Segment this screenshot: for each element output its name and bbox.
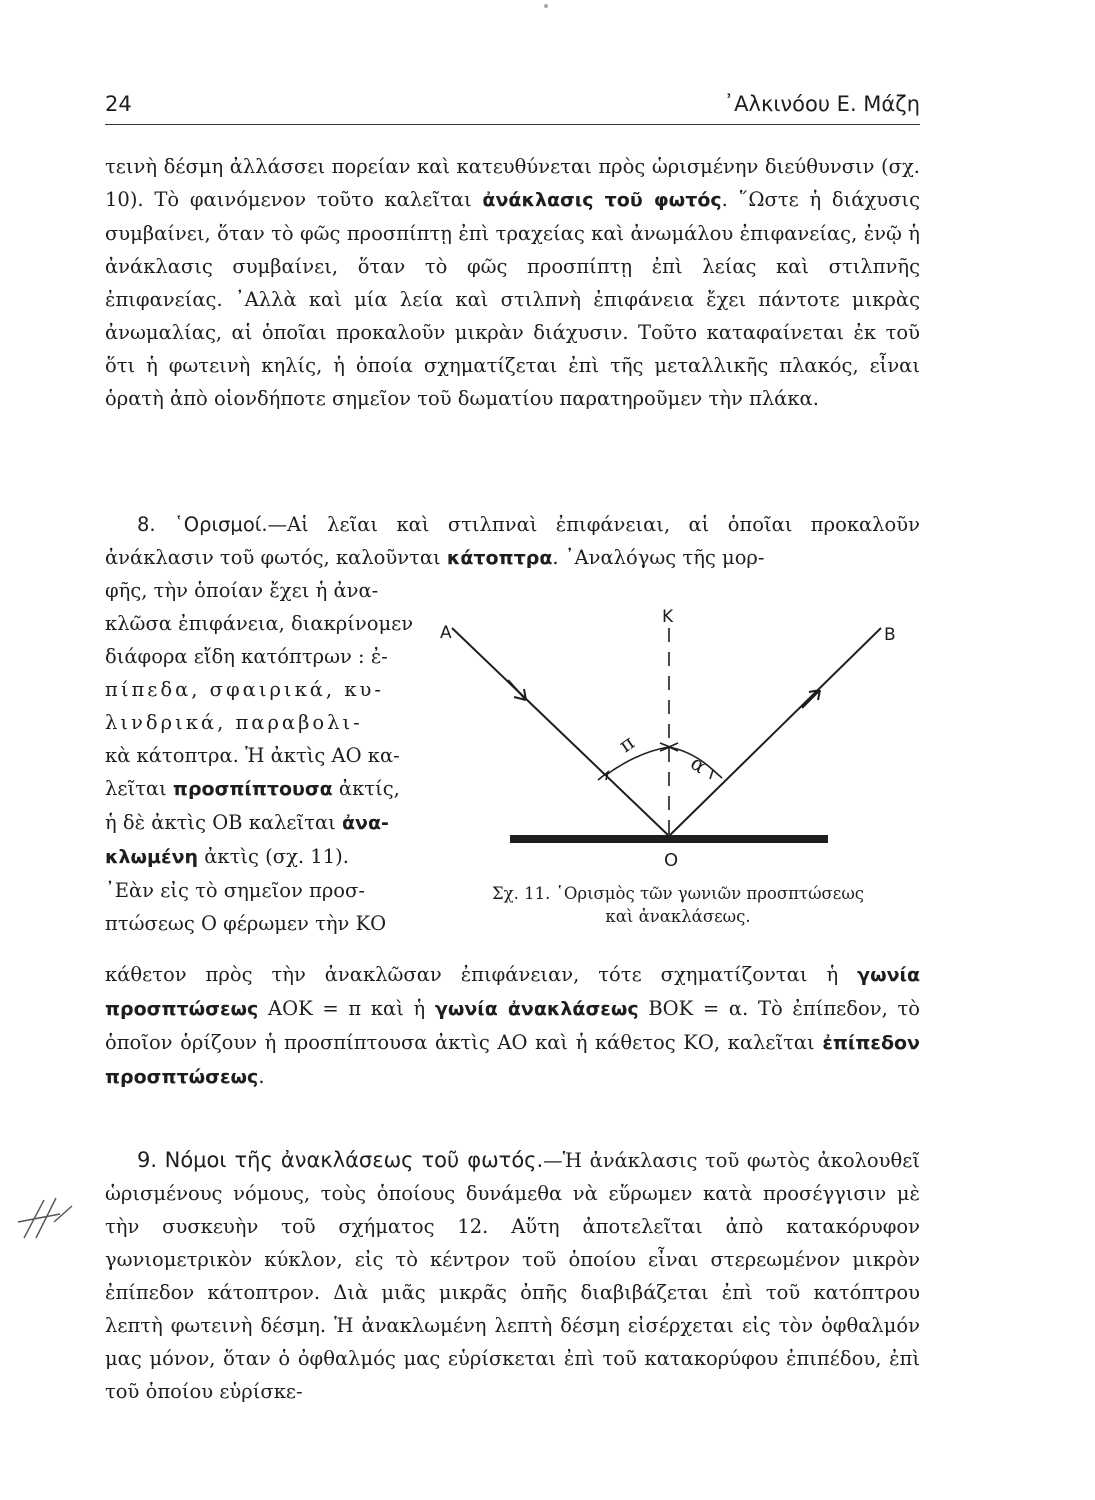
text-run: κάθετον πρὸς τὴν ἀνακλῶσαν ἐπιφάνειαν, τότε σχηματίζονται ἡ — [105, 963, 858, 986]
label-o: Ο — [664, 850, 679, 871]
text-run: ΑΟΚ = π καὶ ἡ — [258, 997, 435, 1020]
wrap-line: φῆς, τὴν ὁποίαν ἔχει ἡ ἀνα- — [105, 579, 379, 602]
wrap-line: ᾿Εὰν εἰς τὸ σημεῖον προσ- — [105, 879, 365, 902]
section-9-paragraph — [105, 1144, 920, 1408]
term-angle-of-reflection: γωνία ἀνακλάσεως — [434, 998, 639, 1020]
wrap-line: πτώσεως Ο φέρωμεν τὴν ΚΟ — [105, 912, 387, 935]
text-run: . — [258, 1065, 265, 1088]
label-pi: π — [614, 730, 639, 758]
text-run: ἀκτίς, — [332, 777, 400, 800]
label-a: Α — [440, 623, 452, 643]
term-plane-of-incidence: ἐπίπεδον προσπτώσεως — [105, 1032, 920, 1088]
text-run: —Ἡ ἀνάκλασις τοῦ φωτὸς ἀκολουθεῖ ὡρισμένους νόμους, τοὺς ὁποίους δυνάμεθα νὰ εὕρωμεν κατὰ προσέγγισιν μὲ τὴν συσκευὴν τοῦ σχήματος 12. Αὕτη ἀποτελεῖται ἀπὸ κατακόρυφον γωνιομετρικὸν κύκλον, εἰς τὸ κέντρον τοῦ ὁποίου εἶναι στερεωμένον μικρὸν ἐπίπεδον κάτοπτρον. Διὰ μιᾶς μικρᾶς ὀπῆς διαβιβάζεται ἐπὶ τοῦ κατόπτρου λεπτὴ φωτεινὴ δέσμη. Ἡ ἀνακλωμένη λεπτὴ δέσμη εἰσέρχεται εἰς τὸν ὀφθαλμόν μας μόνον, ὅταν ὁ ὀφθαλμός μας εὑρίσκεται ἐπὶ τοῦ κατακορύφου ἐπιπέδου, ἐπὶ τοῦ ὁποίου εὑρίσκε- — [105, 1149, 920, 1403]
term-mirrors: κάτοπτρα — [446, 547, 553, 569]
page-header — [105, 92, 920, 125]
wrap-line: διάφορα εἴδη κατόπτρων : ἐ- — [105, 645, 388, 668]
wrap-line: πίπεδα, σφαιρικά, κυ- — [105, 678, 384, 701]
section-8-number: 8. — [137, 513, 156, 536]
angle-pi-arc — [606, 747, 669, 775]
handwritten-margin-mark-icon — [14, 1192, 84, 1246]
text-run: ἡ δὲ ἀκτὶς ΟΒ καλεῖται — [105, 811, 342, 834]
wrap-line: λινδρικά, παραβολι- — [105, 711, 363, 734]
label-b: Β — [884, 625, 896, 645]
term-reflected-part-2: κλωμένη — [105, 846, 199, 868]
text-run: ἀκτὶς (σχ. 11). — [198, 845, 349, 868]
term-angle-of-incidence: γωνία προσπτώσεως — [105, 964, 920, 1020]
paragraph-reflection-intro — [105, 150, 920, 415]
term-reflected-part-1: ἀνα- — [341, 812, 389, 834]
label-k: Κ — [662, 607, 674, 627]
arc-arrow-icon — [669, 743, 678, 751]
term-reflection-of-light: ἀνάκλασις τοῦ φωτός — [482, 189, 722, 211]
section-8-continuation — [105, 958, 920, 1094]
wrap-line — [105, 840, 422, 874]
wrap-line: κλῶσα ἐπιφάνεια, διακρίνομεν — [105, 612, 414, 635]
section-8-heading-paragraph — [105, 508, 920, 575]
incident-ray-ao — [452, 628, 669, 836]
label-alpha: α — [686, 750, 712, 779]
ink-dot — [544, 4, 548, 8]
caption-line-1: Σχ. 11. ῾Ορισμὸς τῶν γωνιῶν προσπτώσεως — [491, 884, 865, 903]
text-run: . ᾿Αναλόγως τῆς μορ- — [552, 546, 765, 569]
section-9-title: Νόμοι τῆς ἀνακλάσεως τοῦ φωτός. — [164, 1148, 544, 1172]
wrap-line: κὰ κάτοπτρα. Ἡ ἀκτὶς ΑΟ κα- — [105, 744, 400, 767]
section-8-wrapped-column — [105, 574, 422, 940]
mirror-surface — [510, 835, 828, 843]
text-run: λεῖται — [105, 777, 173, 800]
term-incident-ray: προσπίπτουσα — [172, 778, 333, 800]
wrap-line-incident-ray — [105, 772, 422, 806]
caption-line-2: καὶ ἀνακλάσεως. — [605, 907, 751, 926]
reflection-diagram-svg — [438, 600, 920, 880]
section-8-title: ῾Ορισμοί. — [173, 513, 268, 536]
text-run: ΒΟΚ = α. Τὸ ἐπίπεδον, τὸ ὁποῖον ὁρίζουν ἡ προσπίπτουσα ἀκτὶς ΑΟ καὶ ἡ κάθετος ΚΟ, καλεῖται — [105, 997, 920, 1054]
running-head: ᾿Αλκινόου Ε. Μάζη — [723, 92, 920, 116]
text-run: τεινὴ δέσμη ἀλλάσσει πορείαν καὶ κατευθύνεται πρὸς ὡρισμένην διεύθυνσιν (σχ. 10). Τὸ φαινόμενον τοῦτο καλεῖται — [105, 155, 920, 211]
reflected-ray-ob — [669, 628, 881, 836]
page-number: 24 — [105, 92, 132, 116]
wrap-line-reflected-ray — [105, 806, 422, 840]
arc-arrow-icon — [710, 770, 722, 779]
section-9-number: 9. — [137, 1148, 158, 1172]
incident-arrow-icon — [508, 680, 526, 700]
figure-11-caption — [443, 882, 913, 928]
text-run: . ῞Ωστε ἡ διάχυσις συμβαίνει, ὅταν τὸ φῶς προσπίπτῃ ἐπὶ τραχείας καὶ ἀνωμάλου ἐπιφανείας, ἐνῷ ἡ ἀνάκλασις συμβαίνει, ὅταν τὸ φῶς προσπίπτῃ ἐπὶ λείας καὶ στιλπνῆς ἐπιφανείας. ᾿Αλλὰ καὶ μία λεία καὶ στιλπνὴ ἐπιφάνεια ἔχει πάντοτε μικρὰς ἀνωμαλίας, αἱ ὁποῖαι προκαλοῦν μικρὰν διάχυσιν. Τοῦτο καταφαίνεται ἐκ τοῦ ὅτι ἡ φωτεινὴ κηλίς, ἡ ὁποία σχηματίζεται ἐπὶ τῆς μεταλλικῆς πλακός, εἶναι ὁρατὴ ἀπὸ οἱονδήποτε σημεῖον τοῦ δωματίου παρατηροῦμεν τὴν πλάκα. — [105, 188, 920, 410]
reflected-arrow-icon — [802, 690, 820, 708]
text-run: —Αἱ λεῖαι καὶ στιλπναὶ ἐπιφάνειαι, αἱ ὁποῖαι προκαλοῦν ἀνάκλασιν τοῦ φωτός, καλοῦνται — [105, 513, 920, 569]
